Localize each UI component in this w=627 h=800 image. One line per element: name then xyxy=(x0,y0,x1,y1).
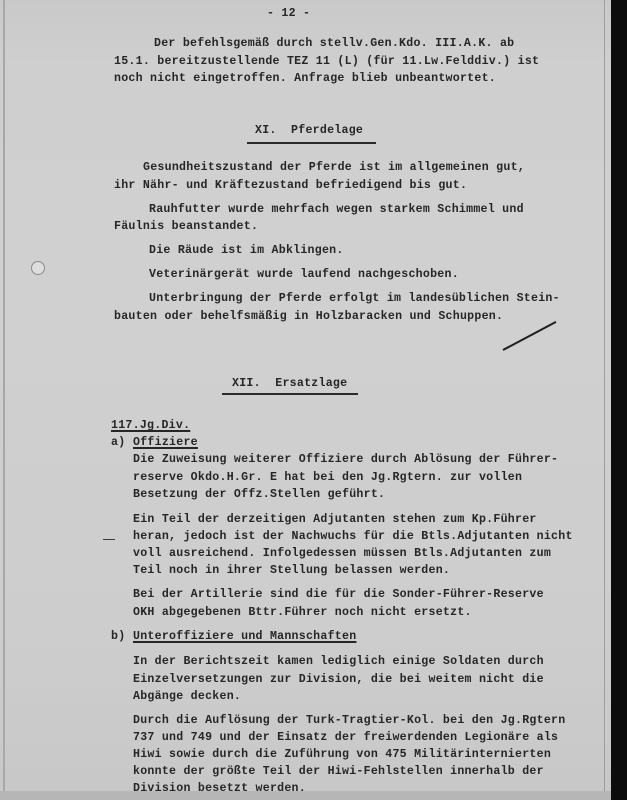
paragraph-line: Rauhfutter wurde mehrfach wegen starkem Schimmel und xyxy=(149,203,524,216)
heading-underline xyxy=(247,142,376,144)
margin-mark xyxy=(103,539,115,540)
intro-line: noch nicht eingetroffen. Anfrage blieb unbeantwortet. xyxy=(114,72,496,85)
paragraph-line: Bei der Artillerie sind die für die Sonder-Führer-Reserve xyxy=(133,588,544,601)
subsection-marker-b: b) xyxy=(111,630,126,643)
paragraph-line: Durch die Auflösung der Turk-Tragtier-Kol. bei den Jg.Rgtern xyxy=(133,714,566,727)
paragraph-line: Teil noch in ihrer Stellung belassen werden. xyxy=(133,564,451,577)
scan-bottom-edge xyxy=(0,791,611,800)
paragraph-line: Hiwi sowie durch die Zuführung von 475 Militärinternierten xyxy=(133,748,552,761)
paragraph-line: heran, jedoch ist der Nachwuchs für die Btls.Adjutanten nicht xyxy=(133,530,573,543)
section-heading-xii: XII. Ersatzlage xyxy=(232,377,348,390)
paragraph-line: Die Räude ist im Abklingen. xyxy=(149,244,344,257)
section-heading-xi: XI. Pferdelage xyxy=(255,124,364,137)
heading-underline xyxy=(222,393,358,395)
paragraph-line: Abgänge decken. xyxy=(133,690,242,703)
division-label: 117.Jg.Div. xyxy=(111,419,191,432)
paragraph-line: voll ausreichend. Infolgedessen müssen Btls.Adjutanten zum xyxy=(133,547,552,560)
paragraph-line: Ein Teil der derzeitigen Adjutanten stehen zum Kp.Führer xyxy=(133,513,537,526)
subsection-marker-a: a) xyxy=(111,436,126,449)
paragraph-line: konnte der größte Teil der Hiwi-Fehlstellen innerhalb der xyxy=(133,765,544,778)
page-number: - 12 - xyxy=(267,7,311,20)
paragraph-line: Unterbringung der Pferde erfolgt im landesüblichen Stein- xyxy=(149,292,560,305)
paragraph-line: Fäulnis beanstandet. xyxy=(114,220,259,233)
subsection-title-a: Offiziere xyxy=(133,436,198,449)
intro-line: Der befehlsgemäß durch stellv.Gen.Kdo. III.A.K. ab xyxy=(154,37,515,50)
paragraph-line: Division besetzt werden. xyxy=(133,782,306,791)
intro-line: 15.1. bereitzustellende TEZ 11 (L) (für 11.Lw.Felddiv.) ist xyxy=(114,55,540,68)
paragraph-line: Gesundheitszustand der Pferde ist im allgemeinen gut, xyxy=(143,161,525,174)
paragraph-line: Die Zuweisung weiterer Offiziere durch Ablösung der Führer- xyxy=(133,453,559,466)
paragraph-line: reserve Okdo.H.Gr. E hat bei den Jg.Rgtern. zur vollen xyxy=(133,471,523,484)
paragraph-line: 737 und 749 und der Einsatz der freiwerdenden Legionäre als xyxy=(133,731,559,744)
paragraph-line: OKH abgegebenen Bttr.Führer noch nicht ersetzt. xyxy=(133,606,472,619)
paragraph-line: ihr Nähr- und Kräftezustand befriedigend bis gut. xyxy=(114,179,468,192)
paragraph-line: In der Berichtszeit kamen lediglich einige Soldaten durch xyxy=(133,655,544,668)
punch-hole xyxy=(31,261,45,275)
pen-stroke-mark xyxy=(503,321,557,351)
paragraph-line: bauten oder behelfsmäßig in Holzbaracken und Schuppen. xyxy=(114,310,504,323)
paragraph-line: Einzelversetzungen zur Division, die bei weitem nicht die xyxy=(133,673,544,686)
paragraph-line: Besetzung der Offz.Stellen geführt. xyxy=(133,488,386,501)
subsection-title-b: Unteroffiziere und Mannschaften xyxy=(133,630,357,643)
paragraph-line: Veterinärgerät wurde laufend nachgeschoben. xyxy=(149,268,459,281)
